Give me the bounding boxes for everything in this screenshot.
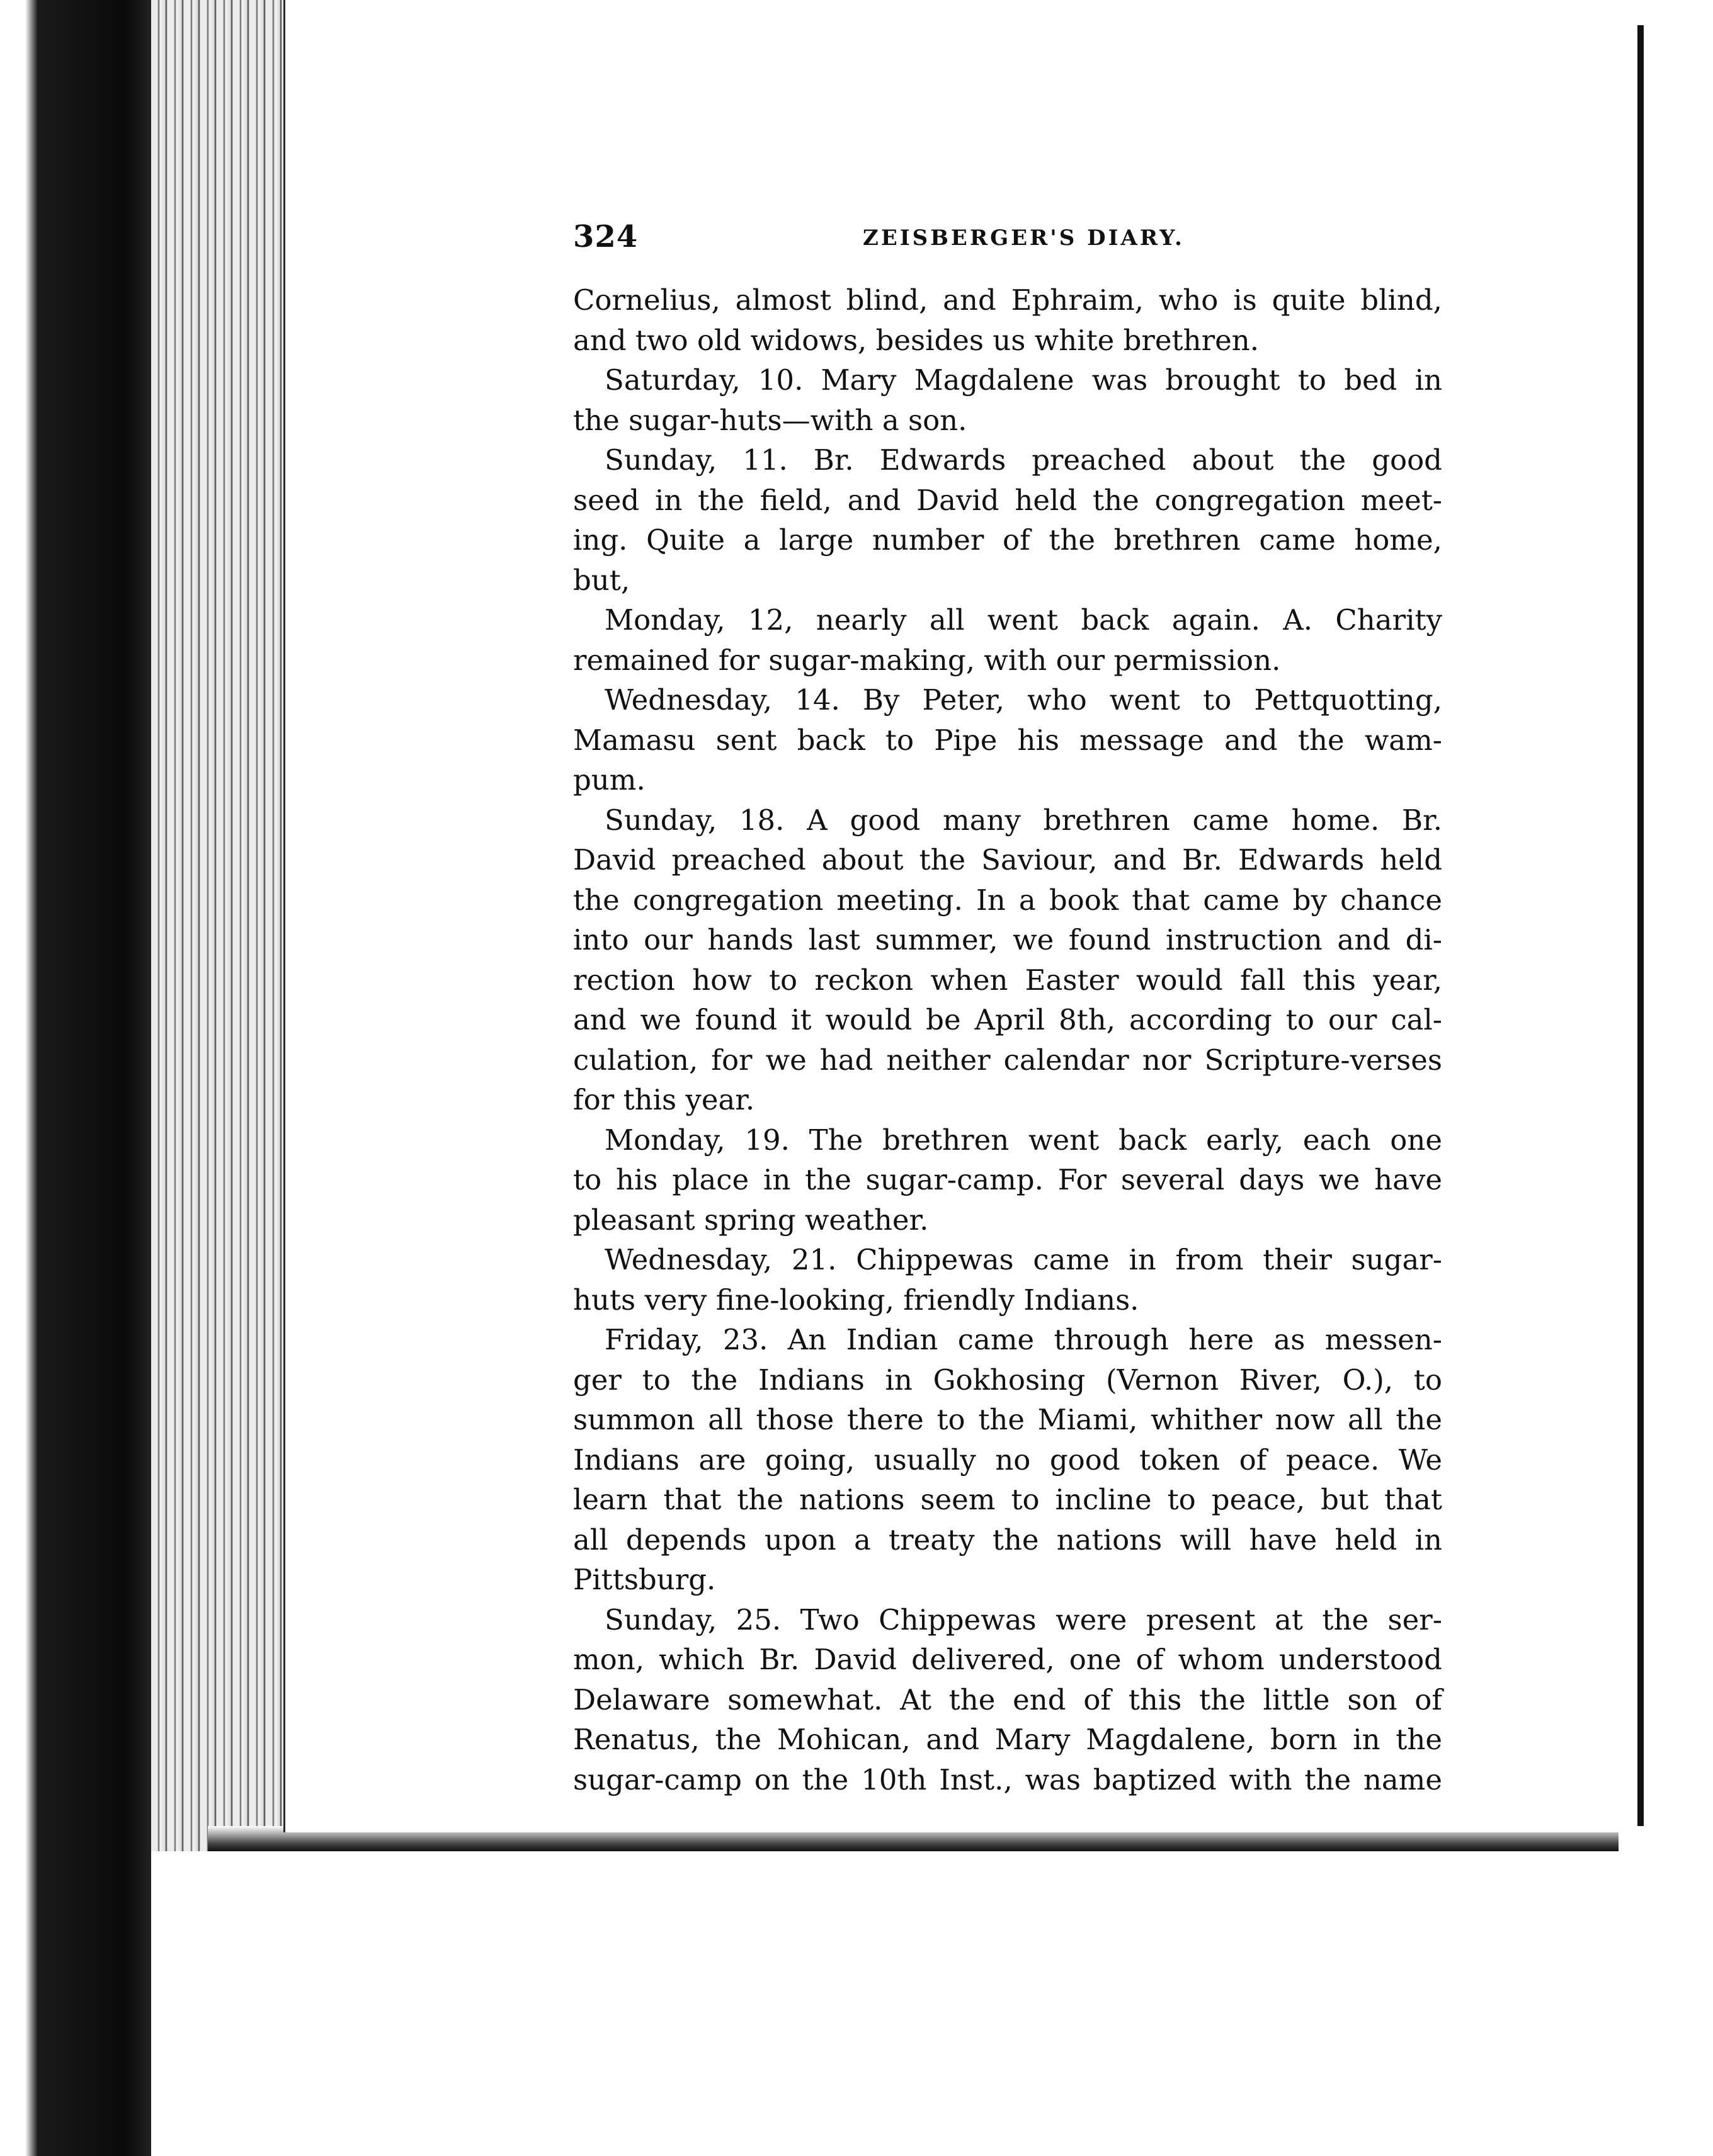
- text-line: Saturday, 10. Mary Magdalene was brought to bed in: [605, 363, 1442, 397]
- text-line: Renatus, the Mohican, and Mary Magdalene, born in the: [573, 1723, 1442, 1756]
- text-line: huts very fine-looking, friendly Indians.: [573, 1283, 1139, 1317]
- page-margin-bottom: [151, 1851, 1625, 2156]
- text-line: Indians are going, usually no good token of peace. We: [573, 1443, 1442, 1477]
- text-line: learn that the nations seem to incline to peace, but that: [573, 1483, 1442, 1516]
- text-line: summon all those there to the Miami, whither now all the: [573, 1403, 1442, 1436]
- text-line: and two old widows, besides us white brethren.: [573, 323, 1260, 357]
- text-line: pum.: [573, 763, 646, 797]
- text-line: pleasant spring weather.: [573, 1203, 929, 1237]
- text-line: Sunday, 18. A good many brethren came home. Br.: [605, 803, 1442, 837]
- text-line: Delaware somewhat. At the end of this the little son of: [573, 1682, 1442, 1716]
- text-line: Sunday, 25. Two Chippewas were present at the ser-: [605, 1603, 1442, 1637]
- text-line: to his place in the sugar-camp. For several days we have: [573, 1163, 1442, 1196]
- text-line: Sunday, 11. Br. Edwards preached about the good: [605, 443, 1442, 477]
- text-line: mon, which Br. David delivered, one of whom understood: [573, 1643, 1442, 1676]
- text-line: David preached about the Saviour, and Br. Edwards held: [573, 843, 1442, 877]
- text-line: seed in the field, and David held the congregation meet-: [573, 483, 1442, 517]
- text-line: remained for sugar-making, with our permission.: [573, 643, 1281, 677]
- text-line: ger to the Indians in Gokhosing (Vernon River, O.), to: [573, 1363, 1442, 1397]
- text-line: and we found it would be April 8th, according to our cal-: [573, 1003, 1442, 1036]
- text-line: rection how to reckon when Easter would fall this year,: [573, 963, 1442, 997]
- text-line: Friday, 23. An Indian came through here as messen-: [605, 1323, 1442, 1356]
- running-title: ZEISBERGER'S DIARY.: [863, 225, 1185, 251]
- text-line: Cornelius, almost blind, and Ephraim, who is quite blind,: [573, 283, 1442, 317]
- text-line: ing. Quite a large number of the brethren came home,: [573, 523, 1442, 557]
- page-edges: [151, 0, 283, 1851]
- text-line: all depends upon a treaty the nations will have held in: [573, 1523, 1442, 1557]
- diary-text: [573, 280, 1442, 1800]
- text-line: sugar-camp on the 10th Inst., was baptized with the name: [573, 1762, 1442, 1796]
- text-line: Mamasu sent back to Pipe his message and the wam-: [573, 723, 1442, 757]
- text-line: Pittsburg.: [573, 1563, 716, 1596]
- right-page-edge: [1619, 0, 1713, 2156]
- text-line: the sugar-huts—with a son.: [573, 403, 967, 437]
- text-line: for this year.: [573, 1083, 755, 1116]
- text-line: Wednesday, 21. Chippewas came in from their sugar-: [605, 1243, 1442, 1276]
- text-line: Wednesday, 14. By Peter, who went to Pettquotting,: [605, 683, 1442, 717]
- page-number: 324: [573, 219, 639, 254]
- text-line: Monday, 19. The brethren went back early, each one: [605, 1123, 1442, 1157]
- text-line: but,: [573, 563, 630, 597]
- running-head: [573, 219, 1442, 263]
- text-line: the congregation meeting. In a book that came by chance: [573, 883, 1442, 917]
- right-edge-line: [1637, 25, 1644, 1826]
- text-line: culation, for we had neither calendar nor Scripture-verses: [573, 1043, 1442, 1077]
- text-line: Monday, 12, nearly all went back again. A. Charity: [605, 603, 1442, 637]
- text-line: into our hands last summer, we found instruction and di-: [573, 923, 1442, 956]
- book-spine: [0, 0, 151, 2156]
